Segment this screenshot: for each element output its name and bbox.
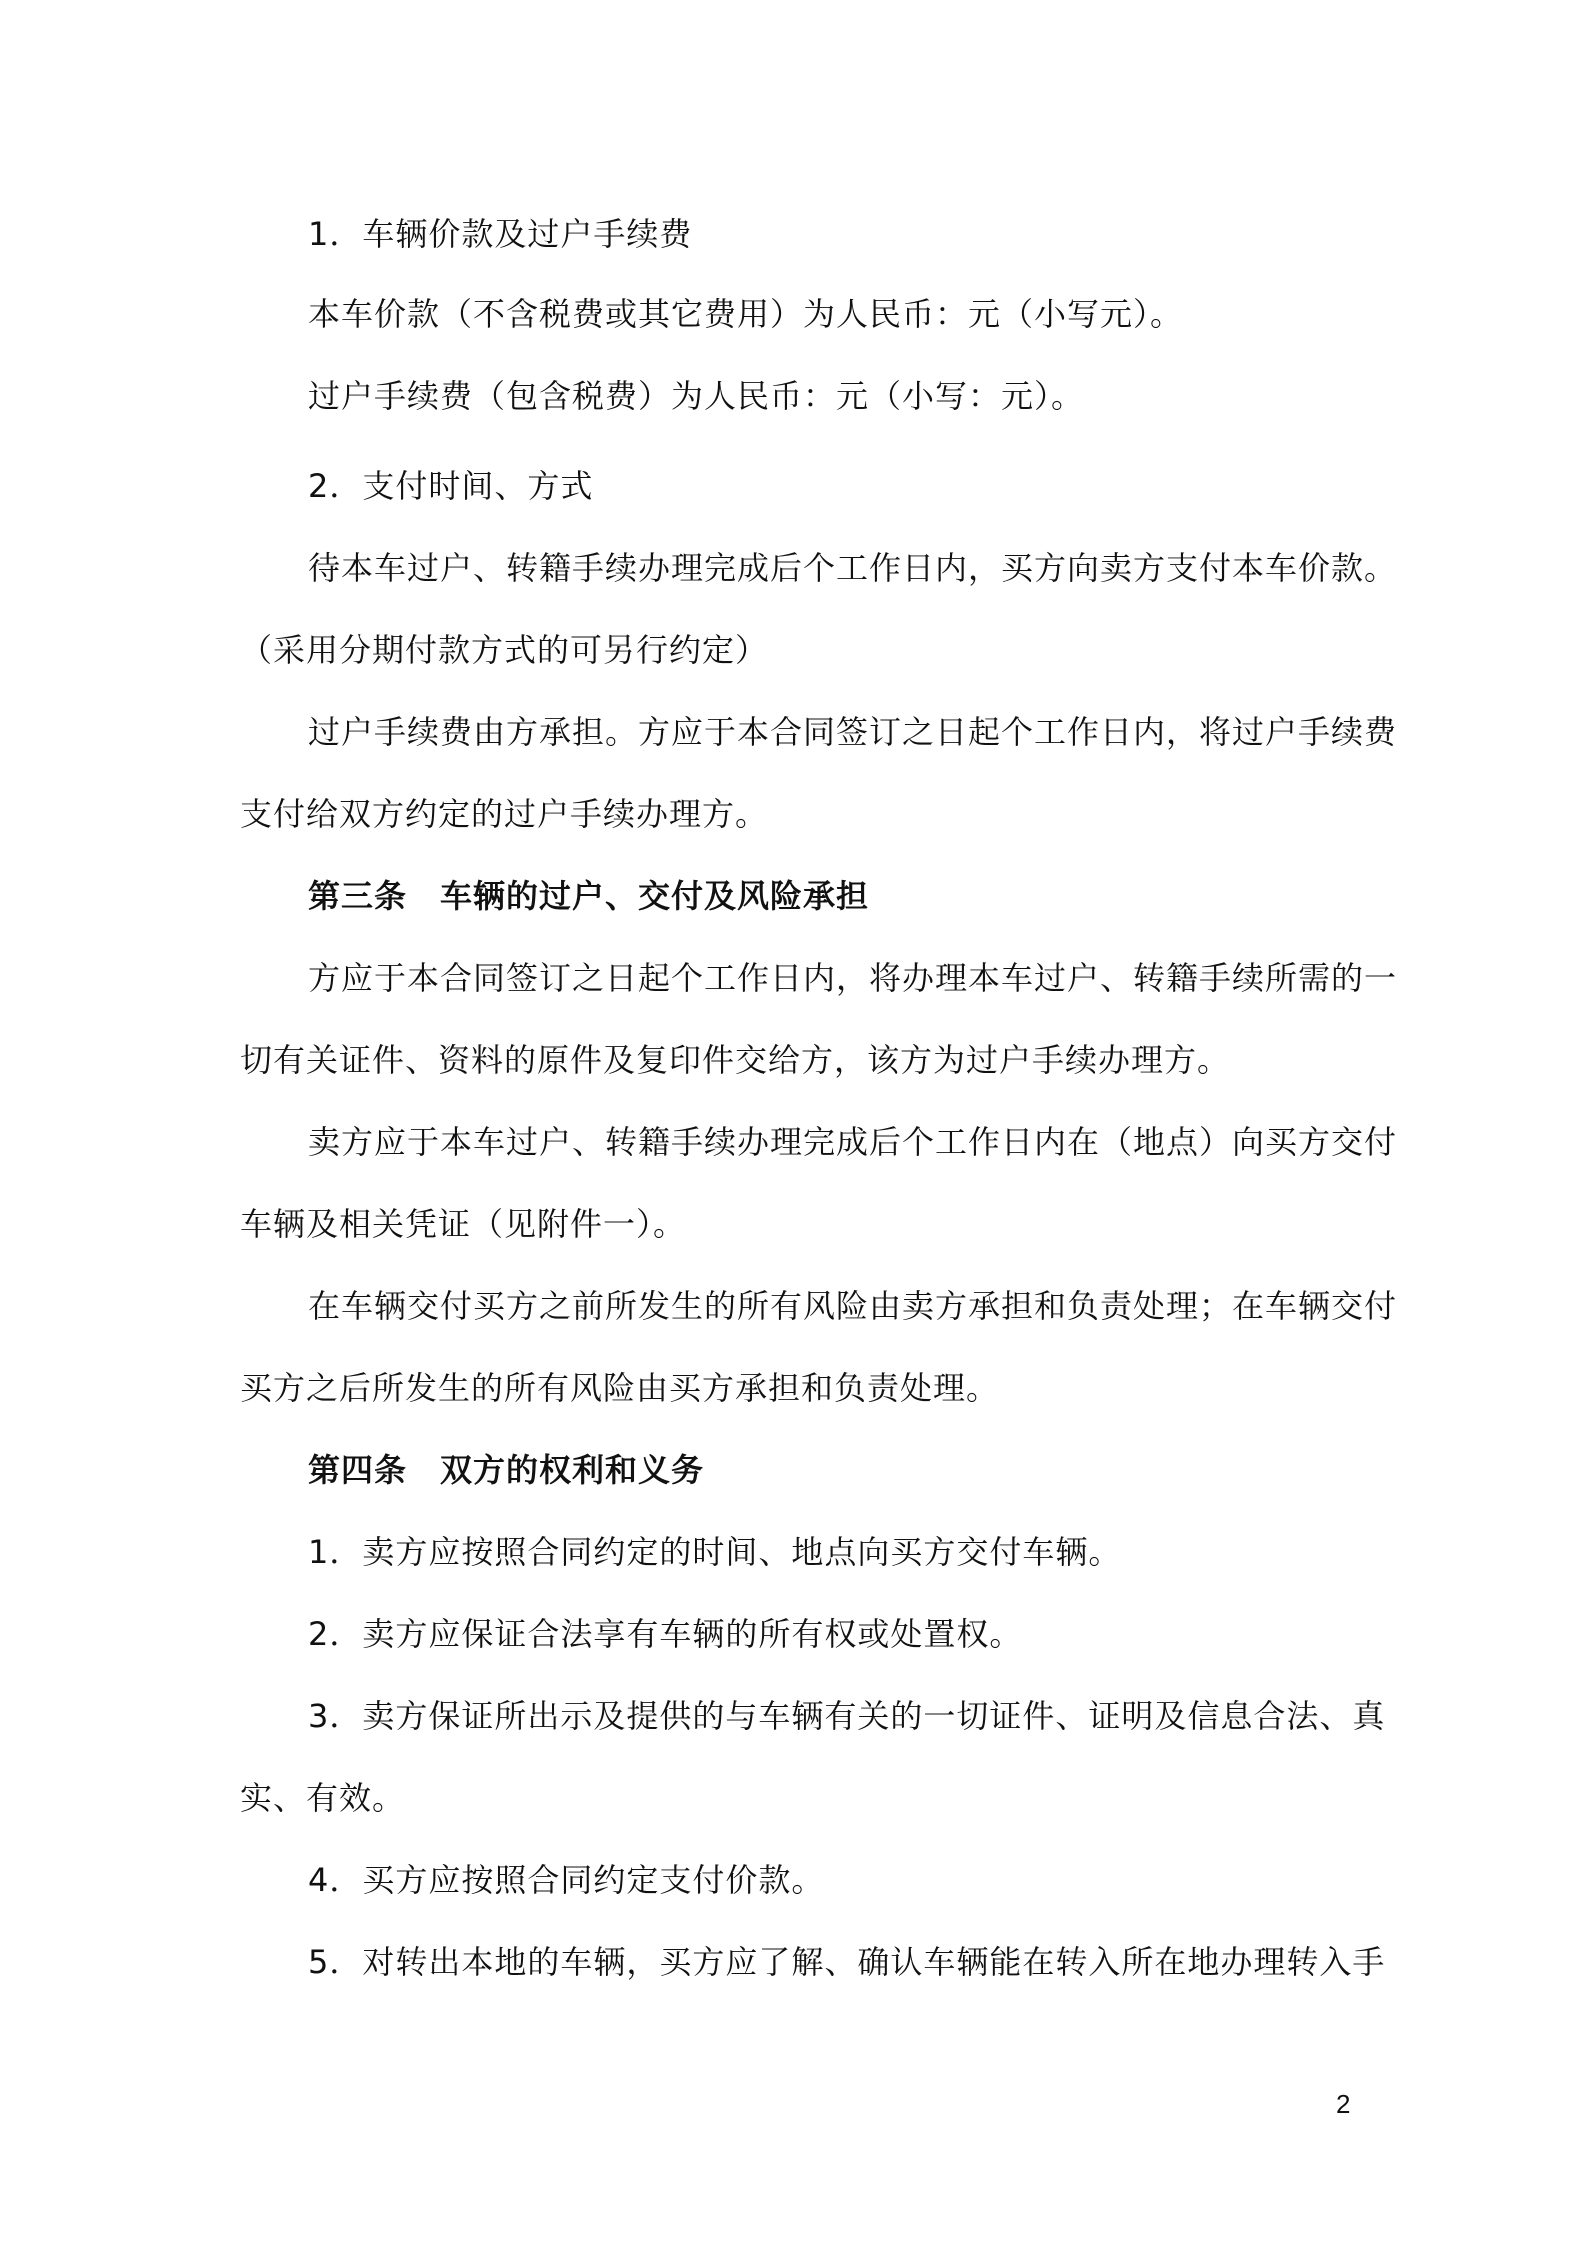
- paragraph-risk-1: 在车辆交付买方之前所发生的所有风险由卖方承担和负责处理；在车辆交付: [308, 1287, 1398, 1325]
- paragraph-obligation-4: 4．买方应按照合同约定支付价款。: [308, 1861, 825, 1899]
- paragraph-price-heading: 1．车辆价款及过户手续费: [308, 215, 693, 253]
- article-4-heading: 第四条 双方的权利和义务: [308, 1451, 705, 1489]
- paragraph-obligation-5: 5．对转出本地的车辆，买方应了解、确认车辆能在转入所在地办理转入手: [308, 1943, 1386, 1981]
- paragraph-documents-2: 切有关证件、资料的原件及复印件交给方，该方为过户手续办理方。: [240, 1041, 1231, 1079]
- page-number: 2: [1336, 2089, 1351, 2119]
- paragraph-delivery-1: 卖方应于本车过户、转籍手续办理完成后个工作日内在（地点）向买方交付: [308, 1123, 1398, 1161]
- paragraph-obligation-3-line-2: 实、有效。: [240, 1779, 406, 1817]
- paragraph-obligation-2: 2．卖方应保证合法享有车辆的所有权或处置权。: [308, 1615, 1023, 1653]
- paragraph-obligation-1: 1．卖方应按照合同约定的时间、地点向买方交付车辆。: [308, 1533, 1122, 1571]
- paragraph-transfer-fee: 过户手续费（包含税费）为人民币：元（小写：元）。: [308, 377, 1085, 415]
- paragraph-fee-bearer-2: 支付给双方约定的过户手续办理方。: [240, 795, 769, 833]
- paragraph-payment-terms-2: （采用分期付款方式的可另行约定）: [240, 631, 769, 669]
- article-3-heading: 第三条 车辆的过户、交付及风险承担: [308, 877, 870, 915]
- paragraph-documents-1: 方应于本合同签订之日起个工作日内，将办理本车过户、转籍手续所需的一: [308, 959, 1398, 997]
- paragraph-delivery-2: 车辆及相关凭证（见附件一）。: [240, 1205, 687, 1243]
- paragraph-payment-heading: 2．支付时间、方式: [308, 467, 594, 505]
- paragraph-payment-terms-1: 待本车过户、转籍手续办理完成后个工作日内，买方向卖方支付本车价款。: [308, 549, 1398, 587]
- paragraph-risk-2: 买方之后所发生的所有风险由买方承担和负责处理。: [240, 1369, 1000, 1407]
- paragraph-fee-bearer-1: 过户手续费由方承担。方应于本合同签订之日起个工作日内，将过户手续费: [308, 713, 1398, 751]
- paragraph-vehicle-price: 本车价款（不含税费或其它费用）为人民币：元（小写元）。: [308, 295, 1184, 333]
- paragraph-obligation-3-line-1: 3．卖方保证所出示及提供的与车辆有关的一切证件、证明及信息合法、真: [308, 1697, 1386, 1735]
